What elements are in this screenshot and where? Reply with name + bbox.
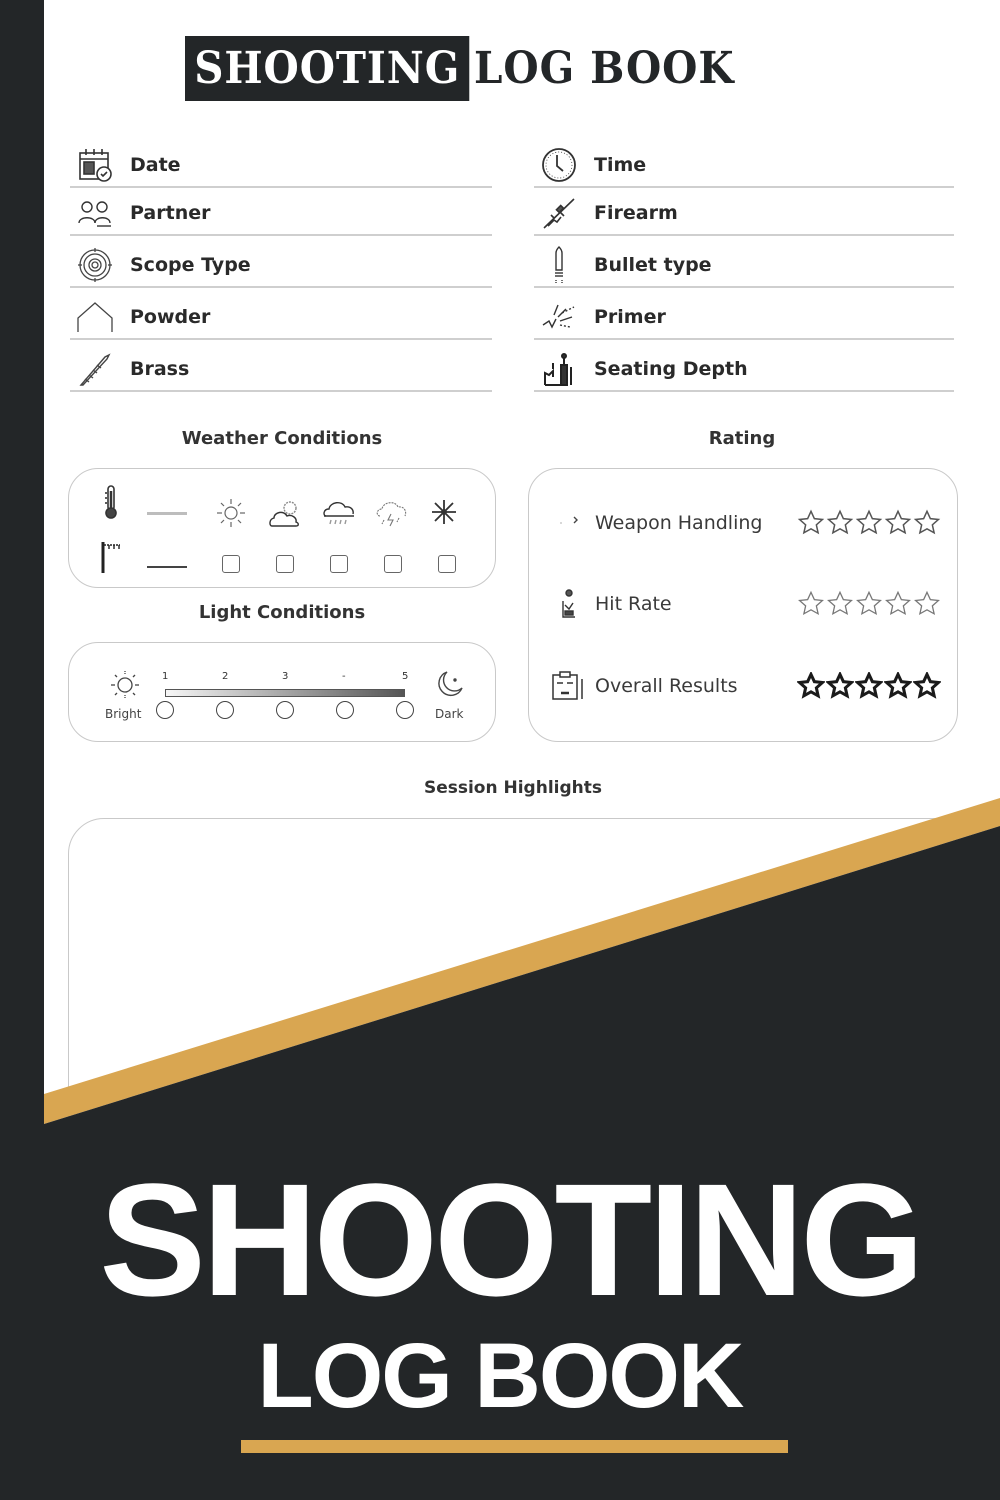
light-title: Light Conditions: [198, 602, 366, 623]
rating-label: Weapon Handling: [595, 512, 763, 534]
scale-label-2: 2: [222, 671, 229, 682]
rating-title: Rating: [708, 428, 776, 449]
field-label: Powder: [130, 306, 211, 328]
field-label: Seating Depth: [594, 358, 748, 380]
field-label: Time: [594, 154, 647, 176]
weather-title: Weather Conditions: [181, 428, 383, 449]
scale-label-3: 3: [282, 671, 289, 682]
cover-title-line1: SHOOTING: [99, 1150, 921, 1329]
title-highlight: SHOOTING: [185, 36, 469, 101]
scale-label-4: -: [342, 671, 346, 682]
field-label: Scope Type: [130, 254, 251, 276]
field-label: Date: [130, 154, 181, 176]
title-rest: LOG BOOK: [474, 43, 735, 94]
dark-label: Dark: [435, 707, 464, 721]
field-label: Primer: [594, 306, 666, 328]
cover-underline: [241, 1440, 788, 1453]
session-title: Session Highlights: [423, 778, 603, 798]
scale-label-1: 1: [162, 671, 169, 682]
field-label: Brass: [130, 358, 190, 380]
field-label: Partner: [130, 202, 211, 224]
bright-label: Bright: [105, 707, 142, 721]
field-label: Firearm: [594, 202, 678, 224]
field-label: Bullet type: [594, 254, 712, 276]
scale-label-5: 5: [402, 671, 409, 682]
rating-label: Overall Results: [595, 675, 738, 697]
rating-label: Hit Rate: [595, 593, 672, 615]
cover-title-line2: LOG BOOK: [257, 1325, 743, 1427]
